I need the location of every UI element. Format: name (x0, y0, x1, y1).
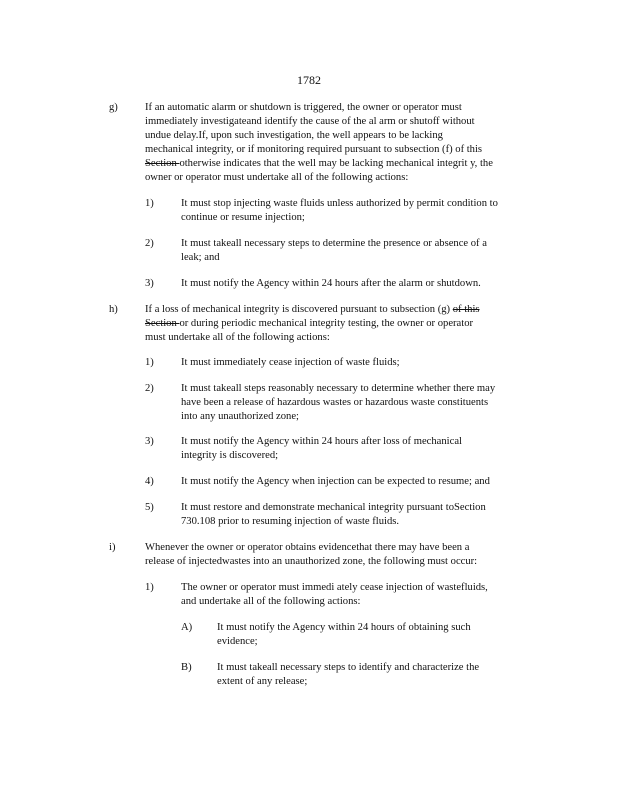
section-label: g) (109, 102, 118, 113)
text-span: otherwise indicates that the well may be lacking mechanical integrit y, the (179, 158, 493, 169)
item-label: 1) (145, 357, 154, 368)
text-line (145, 303, 480, 317)
struck-text: of this (452, 304, 480, 315)
text-line: extent of any release; (217, 676, 308, 687)
text-line: It must notify the Agency within 24 hours after the alarm or shutdown. (181, 278, 481, 289)
text-span: If a loss of mechanical integrity is discovered pursuant to subsection (g) (145, 304, 453, 315)
text-line: If an automatic alarm or shutdown is triggered, the owner or operator must (145, 102, 462, 113)
text-line: Whenever the owner or operator obtains evidencethat there may have been a (145, 542, 470, 553)
text-line: mechanical integrity, or if monitoring required pursuant to subsection (f) of this (145, 144, 483, 155)
item-label: 3) (145, 278, 154, 289)
text-line: immediately investigateand identify the cause of the al arm or shutoff without (145, 116, 475, 127)
text-line: release of injectedwastes into an unauthorized zone, the following must occur: (145, 556, 478, 567)
section-g-text (145, 101, 493, 185)
item-label: B) (181, 662, 192, 673)
item-label: 4) (145, 476, 154, 487)
text-line: must undertake all of the following actions: (145, 332, 330, 343)
text-line: continue or resume injection; (181, 212, 305, 223)
item-label: A) (181, 622, 193, 633)
text-line: have been a release of hazardous wastes or hazardous waste constituents (181, 397, 489, 408)
text-line: It must takeall steps reasonably necessary to determine whether there may (181, 383, 496, 394)
item-label: 1) (145, 198, 154, 209)
text-line: It must takeall necessary steps to determine the presence or absence of a (181, 238, 487, 249)
item-label: 3) (145, 436, 154, 447)
text-line: It must notify the Agency within 24 hours after loss of mechanical (181, 436, 462, 447)
text-line: It must stop injecting waste fluids unless authorized by permit condition to (181, 198, 498, 209)
text-line: into any unauthorized zone; (181, 411, 299, 422)
text-line: and undertake all of the following actions: (181, 596, 361, 607)
struck-text: Section (145, 318, 180, 329)
text-line: It must takeall necessary steps to identify and characterize the (217, 662, 480, 673)
item-label: 5) (145, 502, 154, 513)
page-number: 1782 (297, 73, 321, 87)
text-span: or during periodic mechanical integrity testing, the owner or operator (179, 318, 474, 329)
section-label: h) (109, 304, 118, 315)
struck-text: Section (145, 158, 180, 169)
text-line: integrity is discovered; (181, 450, 279, 461)
text-line (145, 317, 480, 331)
text-line: It must immediately cease injection of waste fluids; (181, 357, 400, 368)
text-line: The owner or operator must immedi ately cease injection of wastefluids, (181, 582, 488, 593)
text-line: It must notify the Agency within 24 hours of obtaining such (217, 622, 471, 633)
text-line: owner or operator must undertake all of the following actions: (145, 172, 409, 183)
item-label: 1) (145, 582, 154, 593)
text-line: leak; and (181, 252, 220, 263)
text-line: 730.108 prior to resuming injection of waste fluids. (181, 516, 400, 527)
section-label: i) (109, 542, 116, 553)
text-line: It must notify the Agency when injection can be expected to resume; and (181, 476, 490, 487)
text-line: undue delay.If, upon such investigation, the well appears to be lacking (145, 130, 443, 141)
item-label: 2) (145, 238, 154, 249)
item-label: 2) (145, 383, 154, 394)
text-line: It must restore and demonstrate mechanical integrity pursuant toSection (181, 502, 486, 513)
text-line (145, 157, 493, 171)
text-line: evidence; (217, 636, 258, 647)
